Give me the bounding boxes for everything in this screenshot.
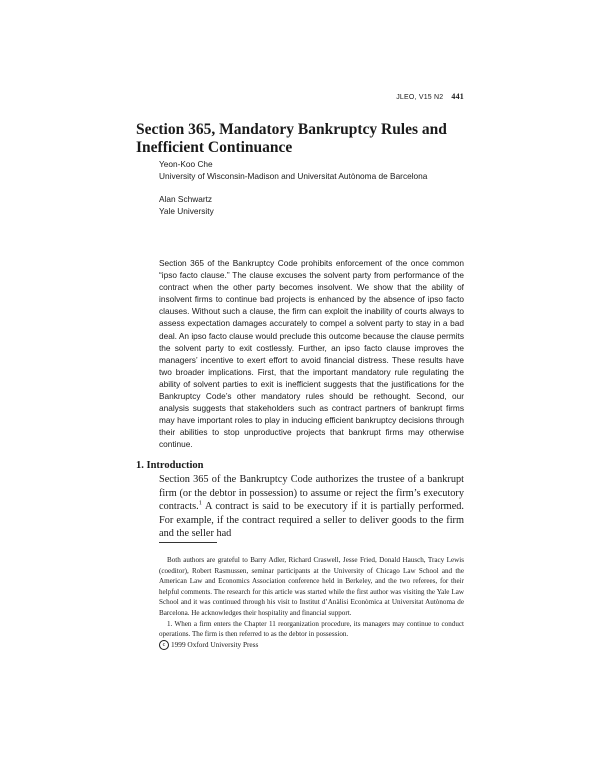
footnote-divider — [159, 542, 217, 543]
copyright-text: 1999 Oxford University Press — [171, 640, 259, 649]
author-name: Yeon-Koo Che — [159, 159, 213, 169]
author-block-2 — [159, 193, 214, 217]
copyright-line — [159, 640, 258, 650]
body-text-part: Section 365 of the Bankruptcy Code authorizes the trustee of a bankrupt firm (or the debtor in possession) to assume or reject the firm’s executory contracts. — [159, 474, 464, 513]
section-number: 1. — [136, 460, 144, 471]
section-heading — [136, 460, 204, 471]
page-number: 441 — [451, 92, 464, 101]
author-name: Alan Schwartz — [159, 194, 213, 204]
author-affiliation: Yale University — [159, 206, 214, 216]
section-title: Introduction — [146, 460, 204, 471]
journal-citation: JLEO, V15 N2 — [396, 94, 444, 101]
running-head — [396, 92, 464, 101]
footnote-1: 1. When a firm enters the Chapter 11 reorganization procedure, its managers may continue to conduct operations. The firm is then referred to as the debtor in possession. — [159, 619, 464, 639]
author-block-1 — [159, 158, 427, 182]
body-text-part: A contract is said to be executory if it is partially performed. For example, if the contract required a seller to deliver goods to the firm and the seller had — [159, 501, 464, 540]
author-affiliation: University of Wisconsin-Madison and Universitat Autònoma de Barcelona — [159, 171, 428, 181]
abstract: Section 365 of the Bankruptcy Code prohibits enforcement of the once common “ipso facto clause.” The clause excuses the solvent party from performance of the contract when the other party becomes insolvent. We show that the ability of insolvent firms to continue bad projects is enhanced by the absence of ipso facto clauses. Without such a clause, the firm can exploit the inability of courts always to assess expectation damages accurately to compel a solvent party to stay in a bad deal. An ipso facto clause would preclude this outcome because the clause permits the solvent party to exit costlessly. Further, an ipso facto clause improves the managers’ incentive to exert effort to avoid financial distress. These results have two broader implications. First, that the important mandatory rule regulating the ability of solvent parties to exit is inefficient suggests that the justifications for the Bankruptcy Code’s other mandatory rules should be rethought. Second, our analysis suggests that stakeholders such as contract partners of bankrupt firms may have important roles to play in inducing efficient bankruptcy decisions through their abilities to stop unproductive projects that bankrupt firms may otherwise continue. — [159, 258, 464, 450]
body-paragraph — [159, 473, 464, 541]
acknowledgment-note: Both authors are grateful to Barry Adler, Richard Craswell, Jesse Fried, Donald Hausch, Tracy Lewis (coeditor), Robert Rasmussen, seminar participants at the University of Chicago Law School and the American Law and Economics Association conference held in Berkeley, and the two referees, for their helpful comments. The research for this article was started while the first author was visiting the Yale Law School and it was continued through his visit to Institut d’Anàlisi Econòmica at Universitat Autònoma de Barcelona. He acknowledges their hospitality and financial support. — [159, 556, 464, 617]
footnote-marker: 1 — [198, 499, 202, 507]
article-title: Section 365, Mandatory Bankruptcy Rules and Inefficient Continuance — [136, 121, 447, 156]
copyright-symbol: c — [159, 640, 169, 650]
footnotes — [159, 555, 464, 640]
